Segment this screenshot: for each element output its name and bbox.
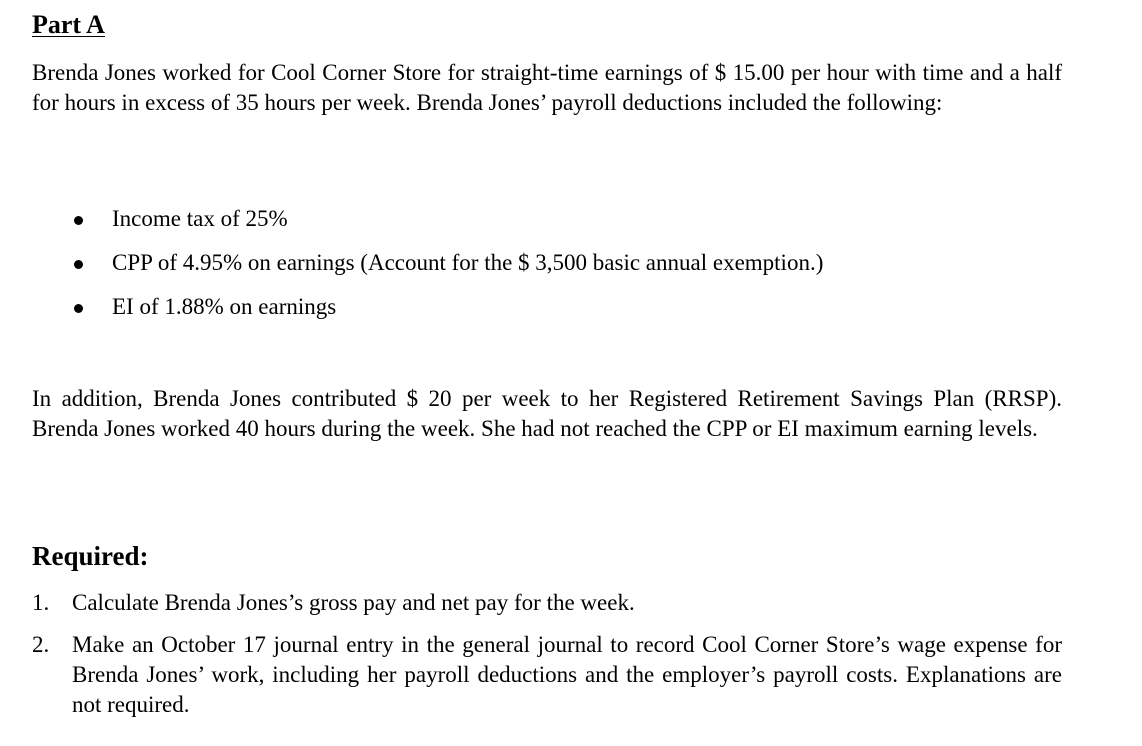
deduction-text: EI of 1.88% on earnings: [112, 294, 337, 319]
intro-paragraph: Brenda Jones worked for Cool Corner Store for straight-time earnings of $ 15.00 per hour with time and a half for hours in excess of 35 hours per week. Brenda Jones’ payroll deductions included the following:: [32, 60, 1062, 115]
task-item: [32, 630, 1062, 720]
task-text: Calculate Brenda Jones’s gross pay and net pay for the week.: [72, 590, 635, 615]
bullet-icon: [74, 216, 83, 225]
document-page: [32, 8, 1062, 717]
deduction-item: [66, 248, 823, 292]
deduction-item: [66, 204, 823, 248]
part-title: Part A: [32, 10, 105, 39]
deduction-item: [66, 292, 823, 336]
bullet-icon: [74, 260, 83, 269]
task-list: [32, 588, 1062, 732]
task-number: 1.: [32, 590, 50, 615]
task-text: Make an October 17 journal entry in the general journal to record Cool Corner Store’s wage expense for Brenda Jones’ work, including her payroll deductions and the employer’s payroll costs. Explanations are not required.: [72, 632, 1062, 717]
bullet-icon: [74, 304, 83, 313]
addition-paragraph: In addition, Brenda Jones contributed $ 20 per week to her Registered Retirement Savings Plan (RRSP). Brenda Jones worked 40 hours during the week. She had not reached the CPP or EI maximum earning levels.: [32, 386, 1062, 441]
task-number: 2.: [32, 632, 50, 657]
deduction-text: CPP of 4.95% on earnings (Account for the $ 3,500 basic annual exemption.): [112, 250, 824, 275]
task-item: [32, 588, 1062, 618]
deduction-text: Income tax of 25%: [112, 206, 288, 231]
deduction-list: [66, 204, 823, 336]
required-heading: Required:: [32, 541, 149, 571]
